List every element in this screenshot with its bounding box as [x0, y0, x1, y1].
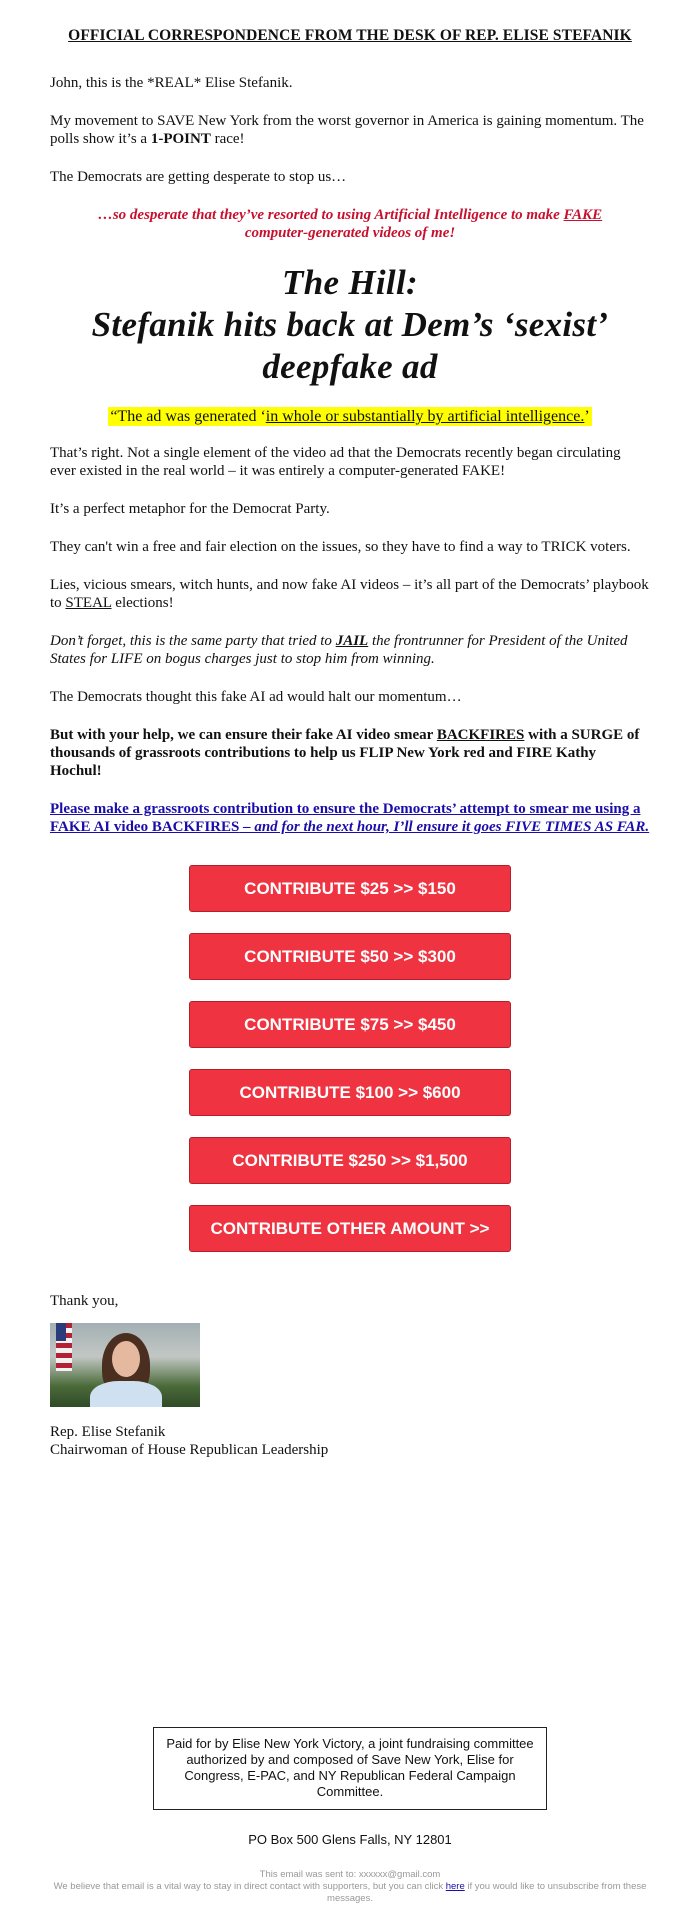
mailing-address: PO Box 500 Glens Falls, NY 12801	[248, 1832, 452, 1847]
email-body	[50, 0, 650, 1459]
contribute-25-button[interactable]: CONTRIBUTE $25 >> $150	[189, 865, 511, 912]
bold-text: JAIL	[335, 633, 369, 649]
paragraph-lies	[50, 576, 650, 612]
paragraph-cant-win: They can't win a free and fair election on the issues, so they have to find a way to TRICK voters.	[50, 539, 631, 555]
signature-title: Chairwoman of House Republican Leadership	[50, 1442, 329, 1458]
text: race!	[210, 131, 245, 147]
contribute-100-button[interactable]: CONTRIBUTE $100 >> $600	[189, 1069, 511, 1116]
text: Don’t forget, this is the same party that tried to	[50, 633, 336, 649]
text: the frontrunner for President of the United States for LIFE on bogus charges just to stop him from winning.	[50, 633, 628, 667]
text: Lies, vicious smears, witch hunts, and now fake AI videos – it’s all part of the Democrats’ playbook to	[50, 577, 649, 611]
headline	[50, 262, 650, 388]
text: computer-generated videos of me!	[244, 225, 456, 241]
signature-name: Rep. Elise Stefanik	[50, 1424, 166, 1440]
link-text-italic[interactable]: – and for the next hour, I’ll ensure it goes FIVE TIMES AS FAR.	[239, 819, 650, 835]
paragraph-thought: The Democrats thought this fake AI ad would halt our momentum…	[50, 689, 462, 705]
paragraph-thats-right: That’s right. Not a single element of the video ad that the Democrats recently began circulating ever existed in the real world – it was entirely a computer-generated FAKE!	[50, 445, 621, 479]
paragraph-metaphor: It’s a perfect metaphor for the Democrat Party.	[50, 501, 330, 517]
text: But with your help, we can ensure their fake AI video smear	[50, 727, 437, 743]
text: My movement to SAVE New York from the worst governor in America is gaining momentum. The polls show it’s a	[50, 113, 644, 147]
paragraph-jail	[50, 632, 650, 668]
highlighted-quote-wrap	[50, 407, 650, 427]
underlined-text: in whole or substantially by artificial intelligence.	[265, 408, 585, 425]
contribute-link[interactable]	[50, 800, 650, 836]
signature-photo	[50, 1323, 200, 1407]
text: with a SURGE of thousands of grassroots contributions to help us FLIP New York red and FIRE Kathy Hochul!	[50, 727, 640, 779]
paragraph-desperate: The Democrats are getting desperate to stop us…	[50, 169, 347, 185]
greeting: John, this is the *REAL* Elise Stefanik.	[50, 75, 293, 91]
unsubscribe-notice	[50, 1869, 650, 1905]
underlined-text: BACKFIRES	[436, 727, 525, 743]
contribute-75-button[interactable]: CONTRIBUTE $75 >> $450	[189, 1001, 511, 1048]
text: elections!	[111, 595, 174, 611]
paid-for-disclaimer: Paid for by Elise New York Victory, a joint fundraising committee authorized by and composed of Save New York, Elise for Congress, E-PAC, and NY Republican Federal Campaign Committee.	[153, 1727, 547, 1810]
contribute-50-button[interactable]: CONTRIBUTE $50 >> $300	[189, 933, 511, 980]
portrait-face	[112, 1341, 140, 1377]
text: We believe that email is a vital way to stay in direct contact with supporters, but you can click	[53, 1881, 446, 1892]
text: “The ad was generated ‘	[110, 408, 266, 425]
headline-title: Stefanik hits back at Dem’s ‘sexist’ deepfake ad	[91, 305, 609, 386]
headline-source: The Hill:	[282, 263, 418, 302]
underlined-text: STEAL	[65, 595, 112, 611]
link-text[interactable]: Please make a grassroots contribution to ensure the Democrats’ attempt to smear me using a FAKE AI video BACKFIRES	[50, 801, 641, 835]
flag-canton	[56, 1323, 66, 1341]
paragraph-backfire	[50, 726, 650, 780]
unsubscribe-link[interactable]: here	[445, 1881, 465, 1892]
contribute-other-button[interactable]: CONTRIBUTE OTHER AMOUNT >>	[189, 1205, 511, 1252]
bold-text: 1-POINT	[150, 131, 211, 147]
sent-to-line: This email was sent to: xxxxxx@gmail.com	[259, 1869, 441, 1880]
unsubscribe-line	[50, 1881, 650, 1905]
text: …so desperate that they’ve resorted to using Artificial Intelligence to make	[97, 207, 564, 223]
highlighted-quote	[108, 407, 591, 426]
text: if you would like to unsubscribe from these messages.	[327, 1881, 647, 1904]
text: ’	[584, 408, 590, 425]
red-callout	[50, 206, 650, 242]
email-header-title: OFFICIAL CORRESPONDENCE FROM THE DESK OF REP. ELISE STEFANIK	[68, 27, 632, 44]
sign-off: Thank you,	[50, 1293, 119, 1309]
paragraph-movement	[50, 112, 650, 148]
underlined-text: FAKE	[563, 207, 603, 223]
contribution-buttons	[50, 865, 650, 1273]
portrait-shirt	[90, 1381, 162, 1407]
contribute-250-button[interactable]: CONTRIBUTE $250 >> $1,500	[189, 1137, 511, 1184]
